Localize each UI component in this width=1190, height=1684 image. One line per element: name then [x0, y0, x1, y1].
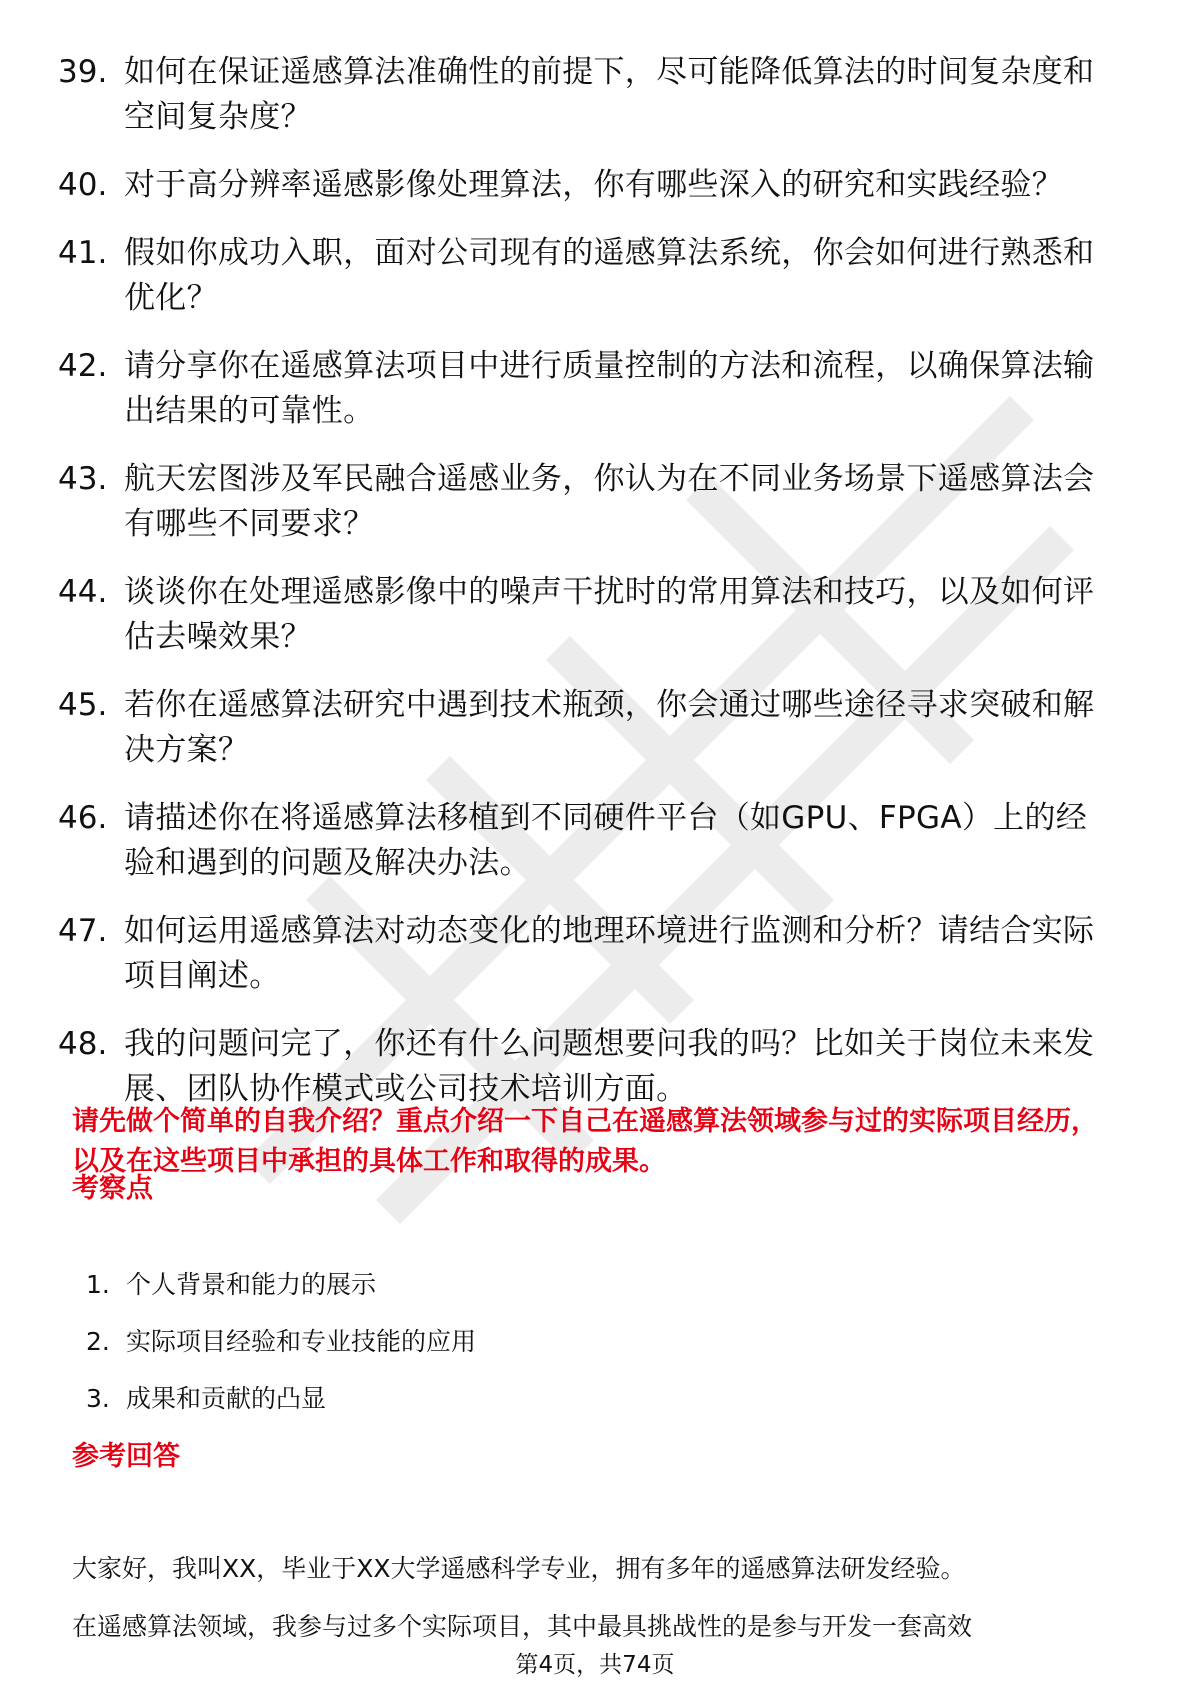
question-text: 我的问题问完了，你还有什么问题想要问我的吗？比如关于岗位未来发展、团队协作模式或公司技术培训方面。: [124, 1026, 1095, 1107]
question-text: 航天宏图涉及军民融合遥感业务，你认为在不同业务场景下遥感算法会有哪些不同要求？: [124, 461, 1095, 542]
question-text: 对于高分辨率遥感影像处理算法，你有哪些深入的研究和实践经验？: [124, 167, 1063, 203]
question-number: 42.: [58, 348, 108, 384]
question-number: 40.: [58, 167, 108, 203]
question-number: 41.: [58, 235, 108, 271]
question-list: [58, 50, 1118, 1135]
reference-answer-title: 参考回答: [72, 1441, 180, 1472]
list-item: [58, 344, 1118, 434]
question-number: 47.: [58, 913, 108, 949]
question-text: 假如你成功入职，面对公司现有的遥感算法系统，你会如何进行熟悉和优化？: [124, 235, 1095, 316]
question-number: 45.: [58, 687, 108, 723]
question-number: 48.: [58, 1026, 108, 1062]
list-item: [58, 50, 1118, 140]
question-text: 请描述你在将遥感算法移植到不同硬件平台（如GPU、FPGA）上的经验和遇到的问题及解决办法。: [124, 800, 1088, 881]
answer-paragraph: 大家好，我叫XX，毕业于XX大学遥感科学专业，拥有多年的遥感算法研发经验。: [72, 1554, 966, 1583]
answer-paragraph: 在遥感算法领域，我参与过多个实际项目，其中最具挑战性的是参与开发一套高效: [72, 1612, 973, 1641]
question-number: 43.: [58, 461, 108, 497]
point-number: 2.: [86, 1327, 110, 1356]
question-number: 39.: [58, 54, 108, 90]
question-number: 44.: [58, 574, 108, 610]
page-footer: 第4页，共74页: [515, 1652, 675, 1678]
featured-question: 请先做个简单的自我介绍？重点介绍一下自己在遥感算法领域参与过的实际项目经历，以及在这些项目中承担的具体工作和取得的成果。: [72, 1106, 1098, 1177]
point-text: 实际项目经验和专业技能的应用: [126, 1327, 477, 1356]
list-item: [58, 796, 1118, 886]
assessment-title: 考察点: [72, 1173, 153, 1204]
question-number: 46.: [58, 800, 108, 836]
question-text: 请分享你在遥感算法项目中进行质量控制的方法和流程，以确保算法输出结果的可靠性。: [124, 348, 1095, 429]
question-text: 如何运用遥感算法对动态变化的地理环境进行监测和分析？请结合实际项目阐述。: [124, 913, 1095, 994]
list-item: [58, 457, 1118, 547]
list-item: [58, 163, 1118, 208]
point-number: 1.: [86, 1270, 110, 1299]
question-text: 若你在遥感算法研究中遇到技术瓶颈，你会通过哪些途径寻求突破和解决方案？: [124, 687, 1095, 768]
list-item: [58, 909, 1118, 999]
list-item: [58, 1022, 1118, 1112]
point-text: 成果和贡献的凸显: [126, 1384, 327, 1413]
question-text: 如何在保证遥感算法准确性的前提下，尽可能降低算法的时间复杂度和空间复杂度？: [124, 54, 1095, 135]
list-item: [86, 1380, 476, 1418]
list-item: [86, 1266, 476, 1304]
list-item: [58, 231, 1118, 321]
list-item: [58, 683, 1118, 773]
point-number: 3.: [86, 1384, 110, 1413]
list-item: [86, 1323, 476, 1361]
question-text: 谈谈你在处理遥感影像中的噪声干扰时的常用算法和技巧，以及如何评估去噪效果？: [124, 574, 1095, 655]
assessment-points: [86, 1266, 476, 1437]
list-item: [58, 570, 1118, 660]
point-text: 个人背景和能力的展示: [126, 1270, 377, 1299]
